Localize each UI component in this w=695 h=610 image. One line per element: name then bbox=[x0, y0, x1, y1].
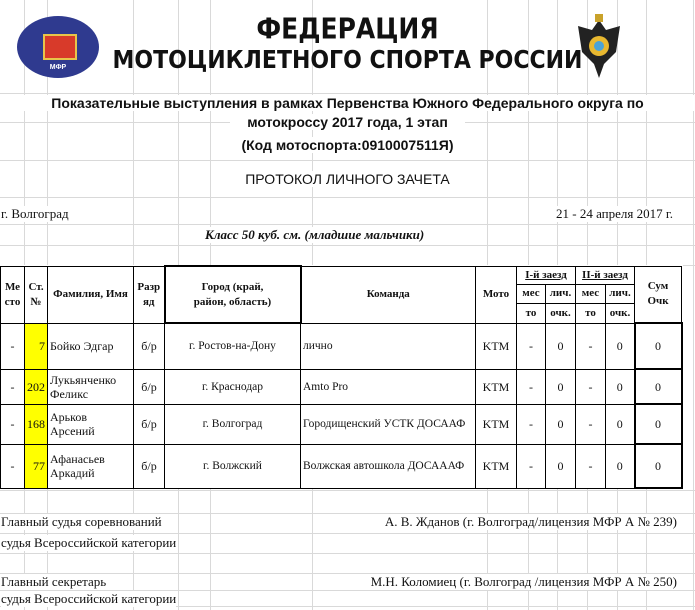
grid-line-h bbox=[0, 160, 695, 161]
team-cell: Волжская автошкола ДОСАААФ bbox=[301, 444, 476, 488]
city-cell: г. Волгоград bbox=[165, 404, 301, 444]
protocol-title: ПРОТОКОЛ ЛИЧНОГО ЗАЧЕТА bbox=[220, 171, 475, 187]
moto-cell: KTM bbox=[476, 369, 517, 404]
race1-points-header-2: очк. bbox=[546, 303, 576, 323]
table-row bbox=[1, 369, 682, 404]
race2-place-header: мес bbox=[576, 284, 606, 303]
sum-cell: 0 bbox=[635, 404, 682, 444]
race1-place-cell: - bbox=[517, 404, 546, 444]
name-cell: Лукьянченко Феликс bbox=[48, 369, 134, 404]
moto-cell: KTM bbox=[476, 323, 517, 369]
col-rank: Разр яд bbox=[134, 266, 165, 323]
federation-title-line1: ФЕДЕРАЦИЯ bbox=[256, 11, 439, 46]
col-race1: I-й заезд bbox=[517, 266, 576, 284]
team-cell: лично bbox=[301, 323, 476, 369]
grid-line-h bbox=[0, 245, 695, 246]
race1-points-cell: 0 bbox=[546, 404, 576, 444]
name-cell: Бойко Эдгар bbox=[48, 323, 134, 369]
race2-place-cell: - bbox=[576, 444, 606, 488]
start-number-cell: 7 bbox=[25, 323, 48, 369]
secretary-category: судья Всероссийской категории bbox=[1, 591, 177, 606]
results-table bbox=[0, 265, 683, 489]
start-number-cell: 202 bbox=[25, 369, 48, 404]
grid-line-h bbox=[0, 197, 695, 198]
col-sum: Сум Очк bbox=[635, 266, 682, 323]
race1-place-cell: - bbox=[517, 444, 546, 488]
grid-line-h bbox=[0, 93, 695, 94]
team-cell: Городищенский УСТК ДОСААФ bbox=[301, 404, 476, 444]
name-cell: Арьков Арсений bbox=[48, 404, 134, 444]
judge-name: А. В. Жданов (г. Волгоград/лицензия МФР А № 239) bbox=[384, 514, 677, 529]
table-row bbox=[1, 404, 682, 444]
place-cell: - bbox=[1, 444, 25, 488]
race1-points-cell: 0 bbox=[546, 323, 576, 369]
class-title: Класс 50 куб. см. (младшие мальчики) bbox=[205, 227, 425, 242]
mfr-logo: МФР bbox=[17, 16, 99, 78]
secretary-name: М.Н. Коломиец (г. Волгоград /лицензия МФР А № 250) bbox=[370, 574, 677, 589]
race2-place-cell: - bbox=[576, 323, 606, 369]
event-title-2: мотокроссу 2017 года, 1 этап bbox=[230, 114, 465, 130]
moto-cell: KTM bbox=[476, 444, 517, 488]
race2-points-cell: 0 bbox=[606, 369, 635, 404]
grid-line-v bbox=[693, 0, 694, 610]
table-row bbox=[1, 444, 682, 488]
federation-title-line2: МОТОЦИКЛЕТНОГО СПОРТА РОССИИ bbox=[112, 46, 583, 75]
team-cell: Amto Pro bbox=[301, 369, 476, 404]
city-cell: г. Краснодар bbox=[165, 369, 301, 404]
sport-code: (Код мотоспорта:0910007511Я) bbox=[220, 137, 475, 153]
race2-place-cell: - bbox=[576, 404, 606, 444]
name-cell: Афанасьев Аркадий bbox=[48, 444, 134, 488]
rank-cell: б/р bbox=[134, 444, 165, 488]
sum-cell: 0 bbox=[635, 323, 682, 369]
grid-line-h bbox=[0, 490, 695, 491]
col-place: Ме сто bbox=[1, 266, 25, 323]
start-number-cell: 77 bbox=[25, 444, 48, 488]
judge-title: Главный судья соревнований bbox=[1, 514, 162, 529]
place-cell: - bbox=[1, 404, 25, 444]
dates: 21 - 24 апреля 2017 г. bbox=[556, 206, 673, 221]
race2-points-cell: 0 bbox=[606, 404, 635, 444]
grid-line-h bbox=[0, 224, 695, 225]
col-name: Фамилия, Имя bbox=[48, 266, 134, 323]
sum-cell: 0 bbox=[635, 369, 682, 404]
secretary-title: Главный секретарь bbox=[1, 574, 107, 589]
judge-category: судья Всероссийской категории bbox=[1, 535, 177, 550]
event-title: Показательные выступления в рамках Первенства Южного Федерального округа по bbox=[0, 95, 695, 111]
moto-cell: KTM bbox=[476, 404, 517, 444]
race1-place-cell: - bbox=[517, 323, 546, 369]
race2-place-header-2: то bbox=[576, 303, 606, 323]
col-race2: II-й заезд bbox=[576, 266, 635, 284]
race2-points-cell: 0 bbox=[606, 323, 635, 369]
col-moto: Мото bbox=[476, 266, 517, 323]
rank-cell: б/р bbox=[134, 369, 165, 404]
sum-cell: 0 bbox=[635, 444, 682, 488]
start-number-cell: 168 bbox=[25, 404, 48, 444]
race2-points-header-2: очк. bbox=[606, 303, 635, 323]
place-cell: - bbox=[1, 323, 25, 369]
rank-cell: б/р bbox=[134, 404, 165, 444]
col-team: Команда bbox=[301, 266, 476, 323]
race2-points-header: лич. bbox=[606, 284, 635, 303]
table-row bbox=[1, 323, 682, 369]
race1-place-cell: - bbox=[517, 369, 546, 404]
race1-points-cell: 0 bbox=[546, 369, 576, 404]
rank-cell: б/р bbox=[134, 323, 165, 369]
race1-points-header: лич. bbox=[546, 284, 576, 303]
col-number: Ст. № bbox=[25, 266, 48, 323]
city-cell: г. Волжский bbox=[165, 444, 301, 488]
city: г. Волгоград bbox=[1, 206, 69, 221]
race1-place-header: мес bbox=[517, 284, 546, 303]
race1-place-header-2: то bbox=[517, 303, 546, 323]
race2-points-cell: 0 bbox=[606, 444, 635, 488]
city-cell: г. Ростов-на-Дону bbox=[165, 323, 301, 369]
race2-place-cell: - bbox=[576, 369, 606, 404]
col-city: Город (край, район, область) bbox=[165, 266, 301, 323]
grid-line-h bbox=[0, 553, 695, 554]
race1-points-cell: 0 bbox=[546, 444, 576, 488]
grid-line-h bbox=[0, 533, 695, 534]
place-cell: - bbox=[1, 369, 25, 404]
